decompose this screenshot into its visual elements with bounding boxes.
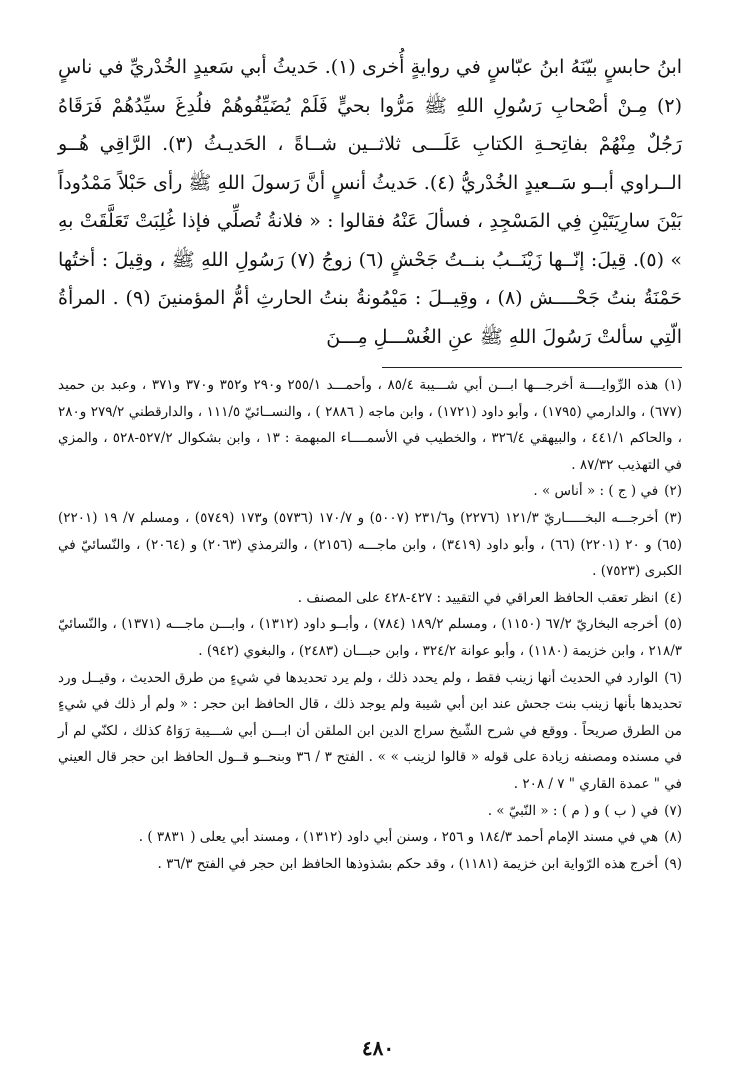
footnote-4 xyxy=(58,585,682,612)
footnote-2 xyxy=(58,478,682,505)
page-number: ٤٨٠ xyxy=(361,1036,395,1060)
footnote-text: هي في مسند الإمام أحمد ١٨٤/٣ و ٢٥٦ ، وسنن أبي داود (١٣١٢) ، ومسند أبي يعلى ( ٣٨٣١ ) . xyxy=(138,829,659,846)
main-paragraph: ابنُ حابسٍ بيّنَهُ ابنُ عبّاسٍ في روايةٍ أُخرى (١). حَديثُ أبي سَعيدٍ الخُدْريِّ في ناسٍ (٢) مِـنْ أصْحابِ رَسُولِ اللهِ ﷺ مَرُّوا بحيٍّ فَلَمْ يُضَيِّفُوهُمْ فلُدِغَ سيِّدُهُمْ فَرَقَاهُ رَجُلٌ مِنْهُمْ بفاتِحـةِ الكتابِ عَلَـــى ثلاثــين شــاةً ، الحَديـثُ (٣). الرَّاقِي هُــو الــراوي أبــو سَــعيدٍ الخُدْريُّ (٤). حَديثُ أنسٍ أنَّ رَسولَ اللهِ ﷺ رأى حَبْلاً مَمْدُوداً بَيْنَ سارِيَتَيْنِ فِي المَسْجِدِ ، فسألَ عَنْهُ فقالوا : « فلانةُ تُصلِّي فإذا غُلِبَتْ تَعَلَّقَتْ بهِ » (٥). قِيلَ: إنّــها زَيْنَــبُ بنــتُ جَحْشٍ (٦) زوجُ (٧) رَسُولِ اللهِ ﷺ ، وقِيلَ : أختُها حَمْنَةُ بنتُ جَحْــــش (٨) ، وقِيــلَ : مَيْمُونةُ بنتُ الحارثِ أمُّ المؤمنينَ (٩) . المرأةُ الّتِي سألتْ رَسُولَ اللهِ ﷺ عنِ الغُسْـــلِ مِـــنَ xyxy=(58,56,683,348)
footnote-6 xyxy=(58,665,682,798)
footnote-text: في ( ج ) : « أناس » . xyxy=(533,483,659,500)
footnote-number: (٨) xyxy=(664,829,682,846)
footnote-number: (٤) xyxy=(664,589,682,606)
footnote-3 xyxy=(58,505,682,585)
footnote-text: أخرج هذه الرّواية ابن خزيمة (١١٨١) ، وقد حكم بشذوذها الحافظ ابن حجر في الفتح ٣٦/٣ . xyxy=(157,855,659,872)
footnote-9 xyxy=(58,851,682,878)
footnote-separator xyxy=(382,367,682,368)
footnote-number: (٩) xyxy=(664,855,682,872)
footnote-text: هذه الرِّوايــــة أخرجـــها ابـــن أبي شـــيبة ٨٥/٤ ، وأحمـــد ٢٥٥/١ و٢٩٠ و٣٥٢ و٣٧٠ و٣٧١ ، وعبد بن حميد (٦٧٧) ، والدارمي (١٧٩٥) ، وأبو داود (١٧٢١) ، وابن ماجه ( ٢٨٨٦ ) ، والنســائيّ ١١١/٥ ، والدارقطني ٢٧٩/٢ و٢٨٠ ، والحاكم ٤٤١/١ ، والبيهقي ٣٢٦/٤ ، والخطيب في الأسمــــاء المبهمة : ١٣ ، وابن بشكوال ٥٢٧/٢-٥٢٨ ، والمزي في التهذيب ٨٧/٣٢ . xyxy=(58,377,682,473)
footnote-number: (٦) xyxy=(664,669,682,686)
footnote-number: (٣) xyxy=(664,509,683,526)
footnote-text: انظر تعقب الحافظ العراقي في التقييد : ٤٢٧-٤٢٨ على المصنف . xyxy=(297,589,659,606)
main-text-block xyxy=(58,48,682,356)
footnote-text: الوارد في الحديث أنها زينب فقط ، ولم يحدد ذلك ، ولم يرد تحديدها في شيءٍ من طرق الحديث ، وقيــل ورد تحديدها بأنها زينب بنت جحش عند ابن أبي شيبة ولم يوجد ذلك ، قال الحافظ ابن حجر : « ولم أر ذلك في شيءٍ من الطرق صريحاً . ووقع في شرح الشّيخ سراج الدين ابن الملقن أن ابـــن أبي شـــيبة رَوَاهُ كذلك ، لكنّي لم أر في مسنده ومصنفه زيادة على قوله « قالوا لزينب » » . الفتح ٣ / ٣٦ وبنحــو قــول الحافظ ابن حجر قال العيني في " عمدة القاري " ٧ / ٢٠٨ . xyxy=(58,669,682,792)
footnotes-block xyxy=(58,372,682,877)
footnote-number: (٢) xyxy=(664,483,682,500)
footnote-text: في ( ب ) و ( م ) : « النّبيّ » . xyxy=(487,802,659,819)
footnote-1 xyxy=(58,372,682,478)
footnote-number: (١) xyxy=(664,377,683,393)
footnote-8 xyxy=(58,824,682,851)
footnote-5 xyxy=(58,611,682,664)
footnote-number: (٧) xyxy=(664,802,682,819)
footnote-number: (٥) xyxy=(664,616,682,633)
footnote-7 xyxy=(58,798,682,825)
footnote-text: أخرجـــه البخـــــاريّ ١٢١/٣ (٢٢٧٦) و٢٣١/٦ (٥٠٠٧) و ١٧٠/٧ (٥٧٣٦) و١٧٣ (٥٧٤٩) ، ومسلم ٧/ ١٩ (٢٢٠١) (٦٥) و ٢٠ (٢٢٠١) (٦٦) ، وأبو داود (٣٤١٩) ، وابن ماجـــه (٢١٥٦) ، والترمذي (٢٠٦٣) و (٢٠٦٤) ، والنّسائيّ في الكبرى (٧٥٢٣) . xyxy=(58,509,683,580)
footnote-text: أخرجه البخاريّ ٦٧/٢ (١١٥٠) ، ومسلم ١٨٩/٢ (٧٨٤) ، وأبــو داود (١٣١٢) ، وابـــن ماجـــه (١٣٧١) ، والنّسائيّ ٢١٨/٣ ، وابن خزيمة (١١٨٠) ، وأبو عوانة ٣٢٤/٢ ، وابن حبـــان (٢٤٨٣) ، والبغوي (٩٤٢) . xyxy=(58,616,682,659)
